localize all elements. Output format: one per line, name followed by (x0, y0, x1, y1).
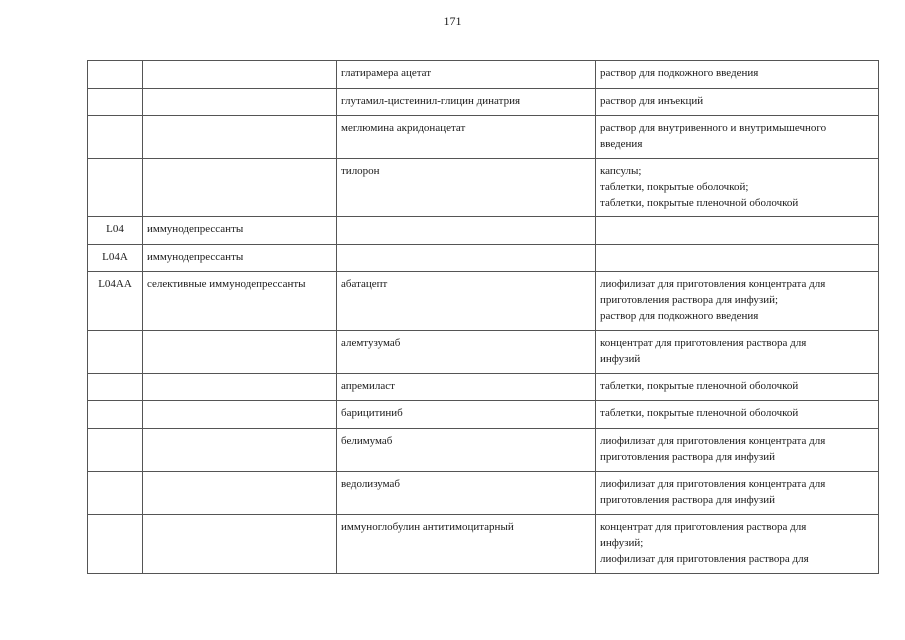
dosage-form-cell (596, 116, 879, 159)
group-name-cell (143, 331, 337, 374)
dosage-form-cell (596, 61, 879, 89)
dosage-form-line: приготовления раствора для инфузий (600, 451, 775, 463)
dosage-form-line: раствор для подкожного введения (600, 67, 759, 79)
dosage-form-cell (596, 515, 879, 574)
dosage-form-line: раствор для инъекций (600, 95, 704, 107)
dosage-form-line: таблетки, покрытые оболочкой; (600, 181, 749, 193)
dosage-form-line: раствор для внутривенного и внутримышечного (600, 122, 827, 134)
atc-code-cell (88, 515, 143, 574)
group-name-cell (143, 116, 337, 159)
dosage-form-line: инфузий (600, 353, 641, 365)
table-row (88, 245, 879, 272)
table-row (88, 429, 879, 472)
table-row (88, 515, 879, 574)
atc-code-cell (88, 61, 143, 89)
dosage-form-cell (596, 159, 879, 217)
atc-code-cell (88, 472, 143, 515)
dosage-form-cell (596, 331, 879, 374)
dosage-form-line: раствор для подкожного введения (600, 310, 759, 322)
group-name-cell: иммунодепрессанты (143, 245, 337, 272)
dosage-form-line: инфузий; (600, 537, 644, 549)
group-name-cell: иммунодепрессанты (143, 217, 337, 245)
drug-name-cell: барицитиниб (337, 401, 596, 429)
dosage-form-cell (596, 89, 879, 116)
drug-name-cell: абатацепт (337, 272, 596, 331)
drug-name-cell: белимумаб (337, 429, 596, 472)
drug-name-cell: тилорон (337, 159, 596, 217)
table-row (88, 217, 879, 245)
dosage-form-cell (596, 245, 879, 272)
group-name-cell (143, 515, 337, 574)
dosage-form-line: концентрат для приготовления раствора для (600, 521, 807, 533)
atc-code-cell: L04AA (88, 272, 143, 331)
drug-name-cell: меглюмина акридонацетат (337, 116, 596, 159)
group-name-cell (143, 89, 337, 116)
atc-code-cell (88, 89, 143, 116)
group-name-cell: селективные иммунодепрессанты (143, 272, 337, 331)
table-row (88, 472, 879, 515)
page-number: 171 (443, 14, 462, 28)
drug-table (87, 60, 879, 574)
dosage-form-cell (596, 401, 879, 429)
dosage-form-line: лиофилизат для приготовления концентрата для (600, 278, 826, 290)
drug-name-cell (337, 245, 596, 272)
table-row (88, 116, 879, 159)
dosage-form-cell (596, 272, 879, 331)
drug-name-cell: алемтузумаб (337, 331, 596, 374)
dosage-form-line: лиофилизат для приготовления раствора для (600, 553, 809, 565)
drug-name-cell: глатирамера ацетат (337, 61, 596, 89)
atc-code-cell (88, 116, 143, 159)
table-row (88, 159, 879, 217)
atc-code-cell (88, 331, 143, 374)
dosage-form-line: лиофилизат для приготовления концентрата для (600, 435, 826, 447)
dosage-form-line: капсулы; (600, 165, 642, 177)
dosage-form-line: таблетки, покрытые пленочной оболочкой (600, 197, 799, 209)
drug-name-cell (337, 217, 596, 245)
group-name-cell (143, 401, 337, 429)
table-row (88, 89, 879, 116)
drug-name-cell: ведолизумаб (337, 472, 596, 515)
group-name-cell (143, 429, 337, 472)
dosage-form-line: лиофилизат для приготовления концентрата для (600, 478, 826, 490)
drug-name-cell: апремиласт (337, 374, 596, 401)
atc-code-cell (88, 159, 143, 217)
atc-code-cell (88, 374, 143, 401)
dosage-form-line: таблетки, покрытые пленочной оболочкой (600, 380, 799, 392)
atc-code-cell (88, 401, 143, 429)
group-name-cell (143, 374, 337, 401)
table-row (88, 61, 879, 89)
dosage-form-cell (596, 217, 879, 245)
atc-code-cell (88, 429, 143, 472)
dosage-form-line: приготовления раствора для инфузий (600, 494, 775, 506)
table-row (88, 331, 879, 374)
dosage-form-line: приготовления раствора для инфузий; (600, 294, 779, 306)
group-name-cell (143, 61, 337, 89)
dosage-form-line: введения (600, 138, 643, 150)
table-row (88, 272, 879, 331)
drug-name-cell: глутамил-цистеинил-глицин динатрия (337, 89, 596, 116)
group-name-cell (143, 159, 337, 217)
table-row (88, 401, 879, 429)
dosage-form-line: концентрат для приготовления раствора для (600, 337, 807, 349)
dosage-form-cell (596, 374, 879, 401)
table-row (88, 374, 879, 401)
atc-code-cell: L04A (88, 245, 143, 272)
group-name-cell (143, 472, 337, 515)
atc-code-cell: L04 (88, 217, 143, 245)
drug-name-cell: иммуноглобулин антитимоцитарный (337, 515, 596, 574)
dosage-form-cell (596, 429, 879, 472)
dosage-form-line: таблетки, покрытые пленочной оболочкой (600, 407, 799, 419)
dosage-form-cell (596, 472, 879, 515)
